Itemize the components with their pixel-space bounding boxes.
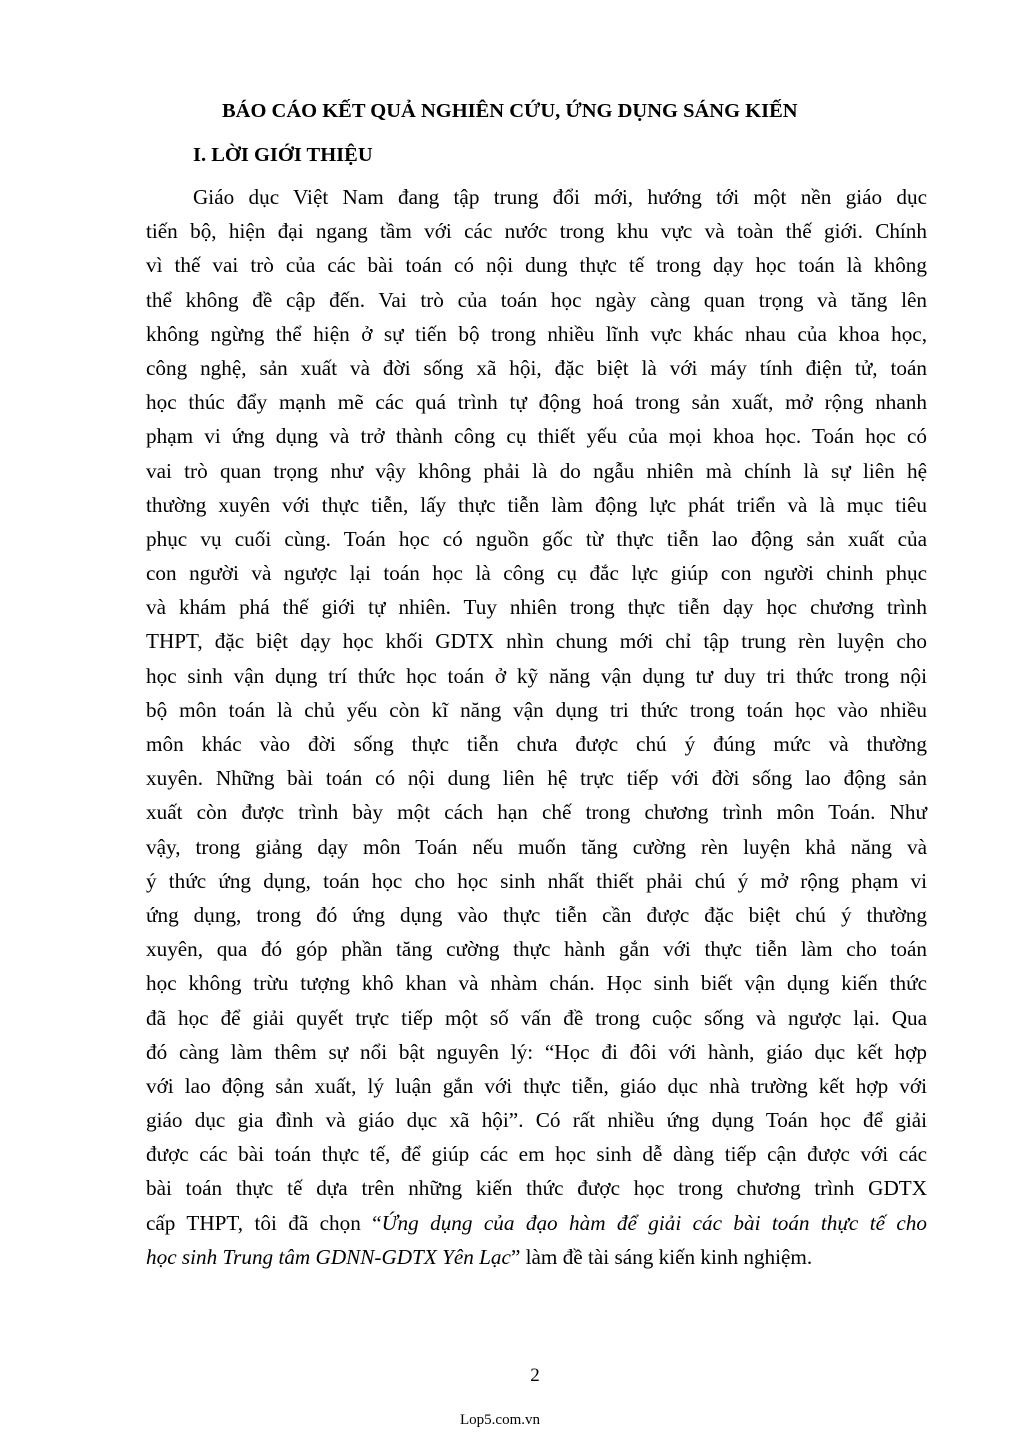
paragraph-line: vậy, trong giảng dạy môn Toán nếu muốn tăng cường rèn luyện khả năng và: [146, 834, 927, 859]
paragraph-line: vai trò quan trọng như vậy không phải là do ngẫu nhiên mà chính là sự liên hệ: [146, 458, 927, 483]
paragraph-line: bộ môn toán là chủ yếu còn kĩ năng vận dụng tri thức trong toán học vào nhiều: [146, 697, 927, 722]
paragraph-line: thể không đề cập đến. Vai trò của toán học ngày càng quan trọng và tăng lên: [146, 287, 927, 312]
paragraph-line: và khám phá thế giới tự nhiên. Tuy nhiên trong thực tiễn dạy học chương trình: [146, 595, 927, 620]
italic-topic-title-part-1: Ứng dụng của đạo hàm để giải các bài toán thực tế cho: [381, 1210, 927, 1235]
paragraph-line: phạm vi ứng dụng và trở thành công cụ thiết yếu của mọi khoa học. Toán học có: [146, 424, 927, 449]
paragraph-line: vì thế vai trò của các bài toán có nội dung thực tế trong dạy học toán là không: [146, 253, 927, 278]
paragraph-line: đó càng làm thêm sự nổi bật nguyên lý: “Học đi đôi với hành, giáo dục kết hợp: [146, 1039, 927, 1064]
paragraph-line: môn khác vào đời sống thực tiễn chưa được chú ý đúng mức và thường: [146, 732, 927, 756]
italic-topic-title-part-2: học sinh Trung tâm GDNN-GDTX Yên Lạc: [146, 1244, 511, 1269]
paragraph-line: bài toán thực tế dựa trên những kiến thức được học trong chương trình GDTX: [146, 1176, 927, 1201]
page-number: 2: [530, 1365, 540, 1386]
line-text: ” làm đề tài sáng kiến kinh nghiệm.: [510, 1244, 813, 1269]
paragraph-line: con người và ngược lại toán học là công cụ đắc lực giúp con người chinh phục: [146, 561, 927, 586]
paragraph-line: [146, 1206, 927, 1240]
paragraph-line: Giáo dục Việt Nam đang tập trung đổi mới, hướng tới một nền giáo dục: [193, 185, 927, 209]
paragraph-line: học thúc đẩy mạnh mẽ các quá trình tự động hoá trong sản xuất, mở rộng nhanh: [146, 390, 927, 415]
paragraph-line: học sinh vận dụng trí thức học toán ở kỹ năng vận dụng tư duy tri thức trong nội: [146, 663, 927, 688]
paragraph-line: thường xuyên với thực tiễn, lấy thực tiễn làm động lực phát triển và là mục tiêu: [146, 492, 927, 517]
paragraph-line: xuyên. Những bài toán có nội dung liên hệ trực tiếp với đời sống lao động sản: [146, 766, 927, 791]
body-paragraph: [146, 180, 927, 1274]
paragraph-line: phục vụ cuối cùng. Toán học có nguồn gốc từ thực tiễn lao động sản xuất của: [146, 526, 927, 551]
paragraph-line: [146, 1240, 927, 1274]
paragraph-line: với lao động sản xuất, lý luận gắn với thực tiễn, giáo dục nhà trường kết hợp với: [146, 1073, 927, 1098]
section-heading: I. LỜI GIỚI THIỆU: [193, 144, 373, 166]
document-title: BÁO CÁO KẾT QUẢ NGHIÊN CỨU, ỨNG DỤNG SÁNG KIẾN: [222, 100, 798, 122]
line-text: cấp THPT, tôi đã chọn “: [146, 1210, 382, 1235]
paragraph-line: THPT, đặc biệt dạy học khối GDTX nhìn chung mới chỉ tập trung rèn luyện cho: [146, 629, 927, 654]
paragraph-line: ý thức ứng dụng, toán học cho học sinh nhất thiết phải chú ý mở rộng phạm vi: [146, 868, 927, 893]
paragraph-line: công nghệ, sản xuất và đời sống xã hội, đặc biệt là với máy tính điện tử, toán: [146, 355, 927, 380]
paragraph-line: được các bài toán thực tế, để giúp các em học sinh dễ dàng tiếp cận được với các: [146, 1142, 927, 1167]
paragraph-line: học không trừu tượng khô khan và nhàm chán. Học sinh biết vận dụng kiến thức: [146, 971, 927, 996]
paragraph-line: xuất còn được trình bày một cách hạn chế trong chương trình môn Toán. Như: [146, 800, 927, 825]
paragraph-line: đã học để giải quyết trực tiếp một số vấn đề trong cuộc sống và ngược lại. Qua: [146, 1005, 927, 1030]
paragraph-line: tiến bộ, hiện đại ngang tầm với các nước trong khu vực và toàn thế giới. Chính: [146, 219, 927, 244]
paragraph-line: không ngừng thể hiện ở sự tiến bộ trong nhiều lĩnh vực khác nhau của khoa học,: [146, 321, 927, 346]
footer-website: Lop5.com.vn: [460, 1412, 540, 1428]
paragraph-line: xuyên, qua đó góp phần tăng cường thực hành gắn với thực tiễn làm cho toán: [146, 937, 927, 962]
paragraph-line: giáo dục gia đình và giáo dục xã hội”. Có rất nhiều ứng dụng Toán học để giải: [146, 1108, 927, 1133]
paragraph-line: ứng dụng, trong đó ứng dụng vào thực tiễn cần được đặc biệt chú ý thường: [146, 902, 927, 927]
